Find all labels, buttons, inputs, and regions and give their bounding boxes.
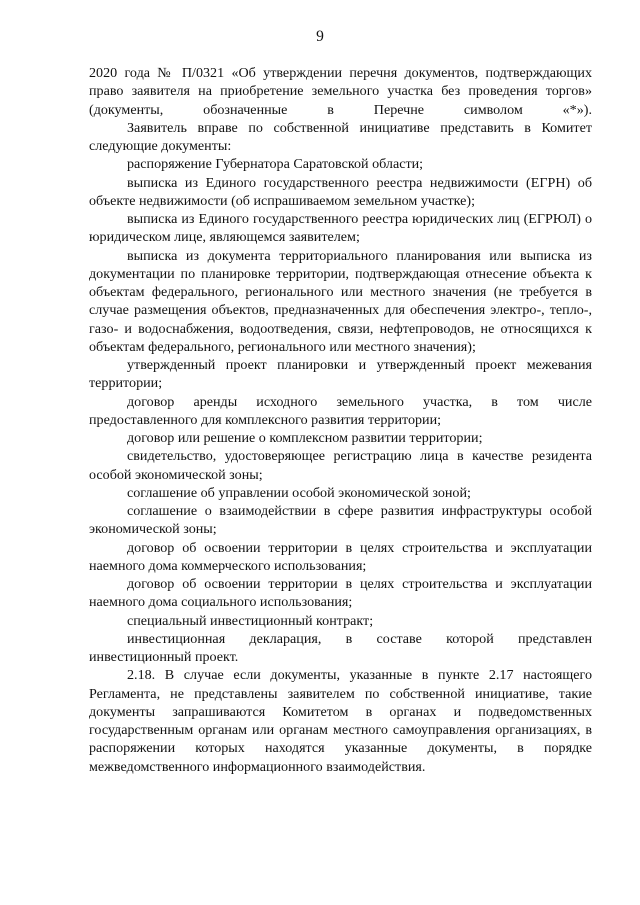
paragraph-applicant-right: Заявитель вправе по собственной инициативе представить в Комитет следующие документы: bbox=[89, 119, 592, 154]
list-item-egrul-extract: выписка из Единого государственного реестра юридических лиц (ЕГРЮЛ) о юридическом лице, являющемся заявителем; bbox=[89, 211, 592, 246]
list-item-lease-agreement: договор аренды исходного земельного участка, в том числе предоставленного для комплексного развития территории; bbox=[89, 393, 592, 428]
list-item-investment-declaration: инвестиционная декларация, в составе которой представлен инвестиционный проект. bbox=[89, 630, 592, 665]
list-item-investment-contract: специальный инвестиционный контракт; bbox=[127, 612, 374, 629]
list-item-resident-certificate: свидетельство, удостоверяющее регистрацию лица в качестве резидента особой экономической зоны; bbox=[89, 448, 592, 483]
list-item-commercial-housing: договор об освоении территории в целях строительства и эксплуатации наемного дома коммерческого использования; bbox=[89, 539, 592, 574]
list-item-planning-project: утвержденный проект планировки и утвержденный проект межевания территории; bbox=[89, 357, 592, 392]
list-item-sez-management: соглашение об управлении особой экономической зоной; bbox=[127, 484, 471, 501]
document-body bbox=[89, 64, 592, 776]
list-item-development-agreement: договор или решение о комплексном развитии территории; bbox=[127, 430, 483, 446]
list-item-governor-order: распоряжение Губернатора Саратовской области; bbox=[127, 156, 424, 173]
paragraph-2-18: 2.18. В случае если документы, указанные в пункте 2.17 настоящего Регламента, не представлены заявителем по собственной инициативе, такие документы запрашиваются Комитетом в органах и подведомственных государственным органам или органам местного самоуправления организациях, в распоряжении которых находятся указанные документы, в порядке межведомственного информационного взаимодействия. bbox=[89, 667, 592, 775]
list-item-egrn-extract: выписка из Единого государственного реестра недвижимости (ЕГРН) об объекте недвижимости (об испрашиваемом земельном участке); bbox=[89, 174, 592, 209]
page-number: 9 bbox=[316, 28, 324, 45]
list-item-planning-extract: выписка из документа территориального планирования или выписка из документации по планировке территории, подтверждающая отнесение объекта к объектам федерального, регионального или местного значения (не требуется в случае размещения объектов, предназначенных для обеспечения электро-, тепло-, газо- и водоснабжения, водоотведения, связи, нефтепроводов, не относящихся к объектам федерального, регионального или местного значения); bbox=[89, 247, 592, 355]
list-item-sez-infrastructure: соглашение о взаимодействии в сфере развития инфраструктуры особой экономической зоны; bbox=[89, 503, 592, 538]
paragraph-continuation: 2020 года № П/0321 «Об утверждении перечня документов, подтверждающих право заявителя на приобретение земельного участка без проведения торгов» (документы, обозначенные в Перечне символом «*»). bbox=[89, 65, 592, 118]
list-item-social-housing: договор об освоении территории в целях строительства и эксплуатации наемного дома социального использования; bbox=[89, 576, 592, 611]
